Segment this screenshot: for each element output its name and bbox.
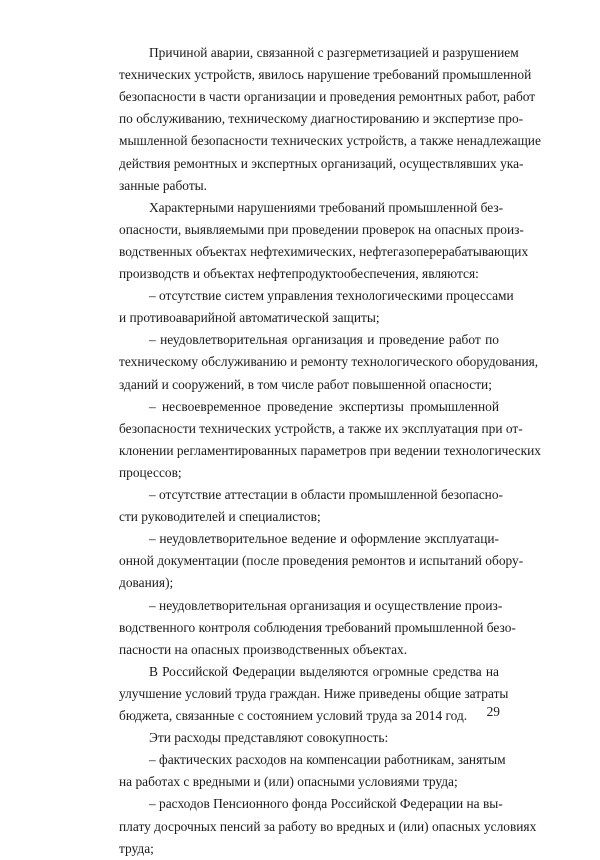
text-line: опасности, выявляемыми при проведении проверок на опасных произ- <box>119 221 524 237</box>
text-line: занные работы. <box>119 177 208 193</box>
text-line: – несвоевременное проведение экспертизы промышленной <box>149 398 499 414</box>
text-line: плату досрочных пенсий за работу во вредных и (или) опасных условиях <box>119 818 537 834</box>
text-line: безопасности технических устройств, а также их эксплуатация при от- <box>119 420 523 436</box>
text-line: – неудовлетворительная организация и проведение работ по <box>149 332 499 348</box>
text-line: сти руководителей и специалистов; <box>119 509 321 525</box>
text-line: Характерными нарушениями требований промышленной без- <box>149 199 504 215</box>
text-line: действия ремонтных и экспертных организаций, осуществлявших ука- <box>119 155 524 171</box>
text-line: водственных объектах нефтехимических, нефтегазоперерабатывающих <box>119 243 529 259</box>
text-line: производств и объектах нефтепродуктообеспечения, являются: <box>119 266 479 281</box>
text-line: онной документации (после проведения ремонтов и испытаний обору- <box>119 553 524 569</box>
text-line: – отсутствие аттестации в области промышленной безопасно- <box>149 487 504 502</box>
text-line: улучшение условий труда граждан. Ниже приведены общие затраты <box>119 685 509 701</box>
text-line: бюджета, связанные с состоянием условий труда за 2014 год. <box>119 708 468 723</box>
text-line: на работах с вредными и (или) опасными условиями труда; <box>119 774 458 790</box>
text-line: дования); <box>119 575 174 591</box>
text-line: – фактических расходов на компенсации работникам, занятым <box>149 752 506 768</box>
text-line: и противоаварийной автоматической защиты; <box>119 310 380 326</box>
text-line: водственного контроля соблюдения требований промышленной безо- <box>119 619 516 635</box>
text-line: пасности на опасных производственных объектах. <box>119 641 408 657</box>
text-line: зданий и сооружений, в том числе работ повышенной опасности; <box>119 376 492 392</box>
text-line: В Российской Федерации выделяются огромные средства на <box>149 663 499 679</box>
text-line: труда; <box>119 840 154 856</box>
text-line: – расходов Пенсионного фонда Российской Федерации на вы- <box>149 796 503 812</box>
text-line: Эти расходы представляют совокупность: <box>149 730 389 746</box>
text-line: – неудовлетворительное ведение и оформление эксплуатаци- <box>149 531 499 547</box>
text-line: технических устройств, явилось нарушение требований промышленной <box>119 67 532 83</box>
text-line: – неудовлетворительная организация и осуществление произ- <box>149 597 503 613</box>
text-line: Причиной аварии, связанной с разгерметизацией и разрушением <box>149 45 519 60</box>
text-line: мышленной безопасности технических устройств, а также ненадлежащие <box>119 133 541 149</box>
text-line: процессов; <box>119 464 182 480</box>
text-line: – отсутствие систем управления технологическими процессами <box>149 288 514 304</box>
page-number: 29 <box>486 704 500 719</box>
text-line: техническому обслуживанию и ремонту технологического оборудования, <box>119 354 539 370</box>
text-line: по обслуживанию, техническому диагностированию и экспертизе про- <box>119 111 524 127</box>
text-line: безопасности в части организации и проведения ремонтных работ, работ <box>119 89 536 105</box>
text-line: клонении регламентированных параметров при ведении технологических <box>119 442 541 458</box>
